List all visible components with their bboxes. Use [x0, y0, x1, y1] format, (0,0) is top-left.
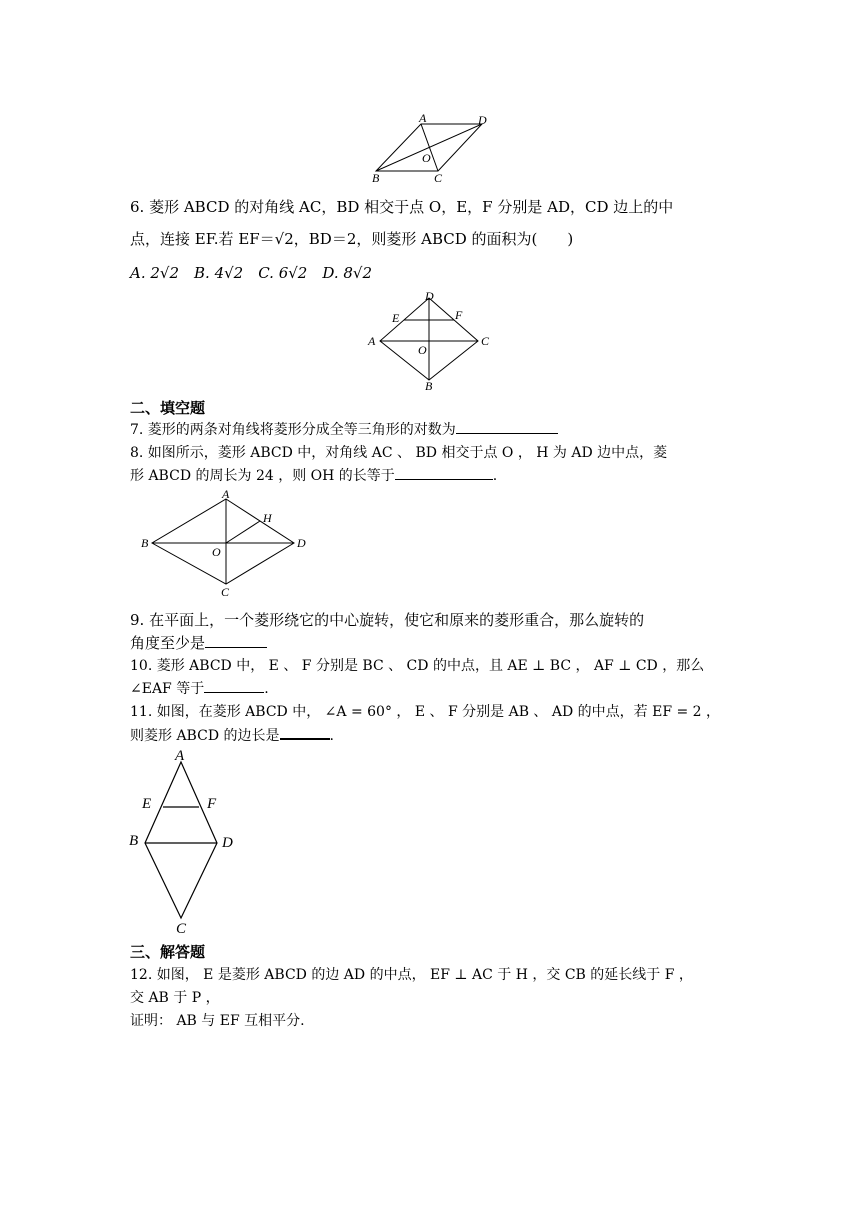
figure-rhombus-3: [138, 488, 316, 598]
q10-line2: [130, 678, 269, 700]
q12-line3: 证明： AB 与 EF 互相平分.: [130, 1013, 305, 1029]
fig3-label-o: O: [212, 545, 221, 559]
q12-line2: 交 AB 于 P ，: [130, 990, 220, 1006]
fig2-label-a: A: [368, 334, 376, 348]
q11-period: .: [329, 728, 334, 744]
figure-rhombus-4: [126, 746, 238, 938]
q11-line2: [130, 724, 334, 747]
fig2-label-d: D: [425, 289, 434, 303]
q7-text: [130, 419, 558, 441]
figure-rhombus-1: [368, 110, 498, 186]
fig4-label-d: D: [222, 835, 233, 851]
fig3-label-a: A: [222, 488, 230, 501]
fig2-label-f: F: [455, 308, 463, 322]
q11-answer-blank[interactable]: [280, 724, 330, 740]
q8-period: .: [492, 468, 498, 484]
q9-line2-body: 角度至少是: [130, 634, 206, 652]
fig3-label-c: C: [221, 585, 230, 598]
fig3-label-h: H: [263, 511, 272, 525]
q6-line1: 6. 菱形 ABCD 的对角线 AC，BD 相交于点 O，E，F 分别是 AD，CD 边上的中: [130, 198, 674, 216]
fig4-label-c: C: [176, 921, 187, 937]
fig4-label-a: A: [175, 748, 185, 764]
q11-line2-body: 则菱形 ABCD 的边长是: [130, 728, 280, 744]
q12-line1: 12. 如图， E 是菱形 ABCD 的边 AD 的中点， EF ⊥ AC 于 H ，交 CB 的延长线于 F ，: [130, 967, 693, 983]
fig3-label-b: B: [141, 536, 149, 550]
q9-line1: 9. 在平面上，一个菱形绕它的中心旋转，使它和原来的菱形重合，那么旋转的: [130, 611, 645, 629]
fig2-label-b: B: [425, 379, 433, 392]
q9-answer-blank[interactable]: [205, 633, 267, 648]
fig1-label-d: D: [478, 113, 487, 127]
q10-answer-blank[interactable]: [204, 678, 264, 693]
q6-line2: 点，连接 EF.若 EF＝√2，BD＝2，则菱形 ABCD 的面积为( ): [130, 230, 574, 248]
q10-period: .: [264, 681, 269, 697]
fig4-label-f: F: [207, 796, 217, 812]
q9-line2: [130, 632, 267, 654]
q8-line2: [130, 465, 497, 487]
fig1-label-c: C: [434, 171, 443, 185]
q7-answer-blank[interactable]: [456, 419, 558, 434]
fig1-label-o: O: [422, 151, 431, 165]
fig2-label-o: O: [418, 343, 427, 357]
q10-line1: 10. 菱形 ABCD 中， E 、 F 分别是 BC 、 CD 的中点，且 AE ⊥ BC ， AF ⊥ CD ，那么: [130, 658, 705, 674]
fig2-label-c: C: [481, 334, 490, 348]
section-solution-heading: 三、解答题: [130, 943, 206, 961]
q8-line2-body: 形 ABCD 的周长为 24 ，则 OH 的长等于: [130, 468, 395, 484]
fig1-label-b: B: [372, 171, 380, 185]
fig4-label-b: B: [129, 833, 139, 849]
q6-options: A. 2√2 B. 4√2 C. 6√2 D. 8√2: [130, 264, 373, 282]
q11-line1: 11. 如图，在菱形 ABCD 中， ∠A = 60° ， E 、 F 分别是 AB 、 AD 的中点，若 EF = 2 ，: [130, 704, 721, 720]
q8-line1: 8. 如图所示，菱形 ABCD 中，对角线 AC 、 BD 相交于点 O ， H 为 AD 边中点，菱: [130, 445, 668, 461]
fig3-label-d: D: [297, 536, 306, 550]
q8-answer-blank[interactable]: [395, 465, 493, 480]
figure-rhombus-2: [364, 288, 496, 392]
fig4-label-e: E: [142, 796, 152, 812]
fig2-label-e: E: [392, 311, 400, 325]
q10-line2-body: ∠EAF 等于: [130, 681, 205, 697]
fig1-label-a: A: [419, 111, 427, 125]
section-fill-blank-heading: 二、填空题: [130, 399, 206, 417]
q7-text-body: 7. 菱形的两条对角线将菱形分成全等三角形的对数为: [130, 422, 456, 438]
